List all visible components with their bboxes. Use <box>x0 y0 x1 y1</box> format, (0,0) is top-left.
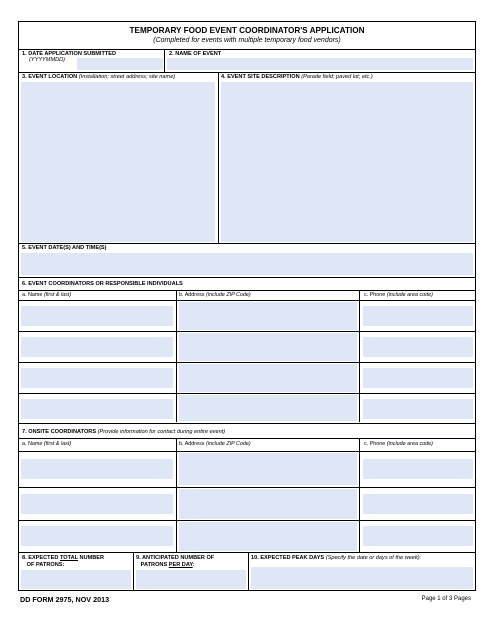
divider <box>19 487 475 488</box>
field-5-label: 5. EVENT DATE(S) AND TIME(S) <box>22 245 107 251</box>
coordinator-2-phone[interactable] <box>363 337 473 357</box>
coordinator-1-name[interactable] <box>21 306 173 326</box>
form-subtitle: (Completed for events with multiple temporary food vendors) <box>153 37 341 44</box>
coordinator-2-address[interactable] <box>179 333 357 361</box>
divider <box>19 290 475 291</box>
field-1-label: 1. DATE APPLICATION SUBMITTED <box>22 51 117 57</box>
divider <box>19 520 475 521</box>
onsite-2-address[interactable] <box>179 489 357 519</box>
divider <box>218 72 219 243</box>
divider <box>248 552 249 591</box>
coordinator-4-address[interactable] <box>179 395 357 421</box>
field-10-label: 10. EXPECTED PEAK DAYS (Specify the date or days of the week): <box>251 555 422 561</box>
coordinator-4-name[interactable] <box>21 399 173 419</box>
onsite-1-address[interactable] <box>179 453 357 485</box>
event-site-description-field[interactable] <box>221 82 473 242</box>
field-4-label: 4. EVENT SITE DESCRIPTION (Parade field; paved lot; etc.) <box>221 74 373 80</box>
divider <box>19 552 475 553</box>
field-7-label: 7. ONSITE COORDINATORS (Provide information for contact during entire event) <box>22 429 226 435</box>
divider <box>19 423 475 424</box>
divider <box>19 300 475 301</box>
coordinator-1-phone[interactable] <box>363 306 473 326</box>
divider <box>133 552 134 591</box>
onsite-1-phone[interactable] <box>363 459 473 479</box>
field-9-label: 9. ANTICIPATED NUMBER OF PATRONS PER DAY: <box>136 555 215 568</box>
coordinator-3-phone[interactable] <box>363 368 473 388</box>
patrons-per-day-field[interactable] <box>136 570 246 589</box>
col-address-header: b. Address (include ZIP Code) <box>179 292 251 298</box>
page-number: Page 1 of 3 Pages <box>421 596 471 602</box>
onsite-1-name[interactable] <box>21 459 173 479</box>
coordinator-2-name[interactable] <box>21 337 173 357</box>
divider <box>19 393 475 394</box>
field-6-label: 6. EVENT COORDINATORS OR RESPONSIBLE INDIVIDUALS <box>22 281 183 287</box>
col-phone-header: c. Phone (include area code) <box>364 441 433 447</box>
coordinator-1-address[interactable] <box>179 302 357 330</box>
col-phone-header: c. Phone (include area code) <box>364 292 433 298</box>
event-name-field[interactable] <box>167 58 473 70</box>
total-patrons-field[interactable] <box>21 570 131 589</box>
divider <box>19 277 475 278</box>
divider <box>164 49 165 72</box>
event-location-field[interactable] <box>21 82 215 242</box>
field-1-note: (YYYYMMDD) <box>29 57 66 63</box>
divider <box>19 451 475 452</box>
divider <box>19 362 475 363</box>
peak-days-field[interactable] <box>251 567 473 589</box>
divider <box>176 290 177 422</box>
field-3-label: 3. EVENT LOCATION (Installation; street address; site name) <box>22 74 176 80</box>
divider <box>19 72 475 73</box>
coordinator-3-address[interactable] <box>179 364 357 392</box>
application-form <box>18 21 476 591</box>
divider <box>19 49 475 50</box>
coordinator-3-name[interactable] <box>21 368 173 388</box>
col-name-header: a. Name (first & last) <box>22 441 72 447</box>
onsite-2-phone[interactable] <box>363 494 473 514</box>
form-identifier: DD FORM 2975, NOV 2013 <box>20 595 110 604</box>
event-dates-field[interactable] <box>21 253 473 275</box>
divider <box>359 290 360 422</box>
divider <box>19 438 475 439</box>
divider <box>19 331 475 332</box>
onsite-3-phone[interactable] <box>363 526 473 546</box>
coordinator-4-phone[interactable] <box>363 399 473 419</box>
field-2-label: 2. NAME OF EVENT <box>169 51 222 57</box>
onsite-2-name[interactable] <box>21 494 173 514</box>
form-title: TEMPORARY FOOD EVENT COORDINATOR'S APPLICATION <box>129 26 365 35</box>
onsite-3-address[interactable] <box>179 522 357 551</box>
divider <box>359 438 360 552</box>
col-address-header: b. Address (include ZIP Code) <box>179 441 251 447</box>
divider <box>176 438 177 552</box>
onsite-3-name[interactable] <box>21 526 173 546</box>
divider <box>19 243 475 244</box>
field-8-label: 8. EXPECTED TOTAL NUMBER OF PATRONS: <box>22 555 105 568</box>
date-submitted-field[interactable] <box>77 58 163 70</box>
col-name-header: a. Name (first & last) <box>22 292 72 298</box>
